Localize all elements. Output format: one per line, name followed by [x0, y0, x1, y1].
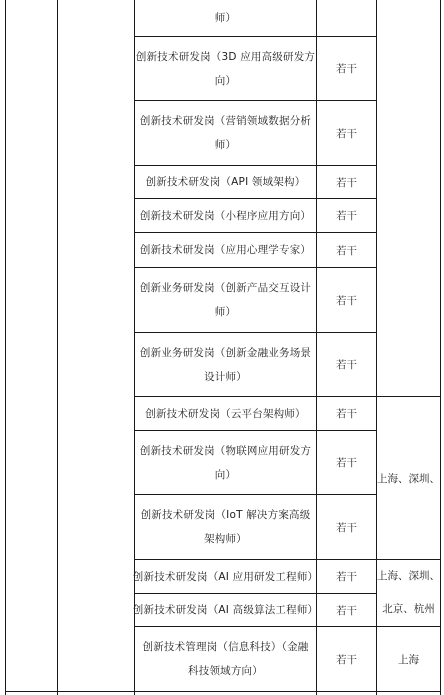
position-line: 向）: [214, 74, 237, 87]
position-cell: [135, 199, 316, 232]
position-cell: [135, 495, 316, 559]
position-line: 创新技术研发岗（云平台架构师）: [145, 407, 306, 420]
column-divider: [57, 0, 58, 695]
location-cell: [377, 560, 440, 626]
headcount-cell: 若干: [336, 176, 357, 189]
position-line: 师）: [214, 306, 237, 318]
headcount-cell: 若干: [336, 63, 357, 75]
table-border-left: [5, 0, 6, 695]
location-line: 北京、杭州: [382, 603, 435, 615]
headcount-cell: 若干: [336, 604, 357, 617]
position-line: 创新技术管理岗（信息科技）（金融: [142, 641, 309, 653]
position-line: 创新技术研发岗（小程序应用方向）: [139, 209, 312, 222]
location-cell: 上海: [398, 653, 419, 666]
position-line: 创新技术研发岗（AI 高级算法工程师）: [132, 604, 319, 616]
headcount-cell: 若干: [336, 457, 357, 469]
headcount-cell: 若干: [336, 408, 357, 420]
table-border-right: [440, 0, 441, 695]
position-line: 创新技术研发岗（AI 应用研发工程师）: [132, 570, 319, 583]
position-cell: [135, 268, 316, 332]
headcount-cell: 若干: [336, 127, 357, 140]
position-line: 师）: [214, 12, 237, 24]
headcount-cell: 若干: [336, 521, 357, 534]
position-cell: [135, 166, 316, 198]
position-cell: [135, 431, 316, 494]
position-line: 创新技术研发岗（3D 应用高级研发方: [135, 50, 316, 63]
headcount-cell: 若干: [336, 571, 357, 583]
position-cell: [132, 560, 319, 593]
position-cell: [135, 333, 316, 396]
position-cell: [135, 0, 316, 36]
position-line: 设计师）: [204, 370, 247, 383]
position-line: 创新技术研发岗（应用心理学专家）: [139, 244, 312, 256]
position-cell: [132, 594, 319, 626]
position-line: 师）: [214, 139, 237, 151]
headcount-cell: 若干: [336, 653, 357, 666]
position-cell: [135, 37, 316, 100]
position-line: 创新技术研发岗（营销领域数据分析: [139, 115, 312, 127]
headcount-cell: 若干: [336, 359, 357, 371]
location-line: 上海、深圳、: [377, 570, 440, 582]
position-cell: [135, 101, 316, 165]
headcount-cell: 若干: [336, 210, 357, 222]
position-line: 创新技术研发岗（API 领域架构）: [145, 176, 306, 188]
position-line: 架构师）: [204, 533, 247, 545]
headcount-cell: 若干: [336, 294, 357, 307]
position-cell: [135, 627, 316, 691]
table-border-bottom: [5, 691, 441, 692]
headcount-cell: 若干: [336, 244, 357, 257]
position-line: 创新技术研发岗（IoT 解决方案高级: [140, 509, 311, 521]
position-line: 创新业务研发岗（创新产品交互设计: [139, 282, 312, 294]
position-cell: [135, 397, 316, 430]
location-cell: 上海、深圳、: [377, 472, 440, 485]
position-line: 向）: [214, 468, 237, 481]
position-cell: [135, 233, 316, 267]
position-line: 创新业务研发岗（创新金融业务场景: [139, 346, 312, 359]
position-line: 科技领域方向）: [188, 665, 263, 677]
position-line: 创新技术研发岗（物联网应用研发方: [139, 444, 312, 457]
